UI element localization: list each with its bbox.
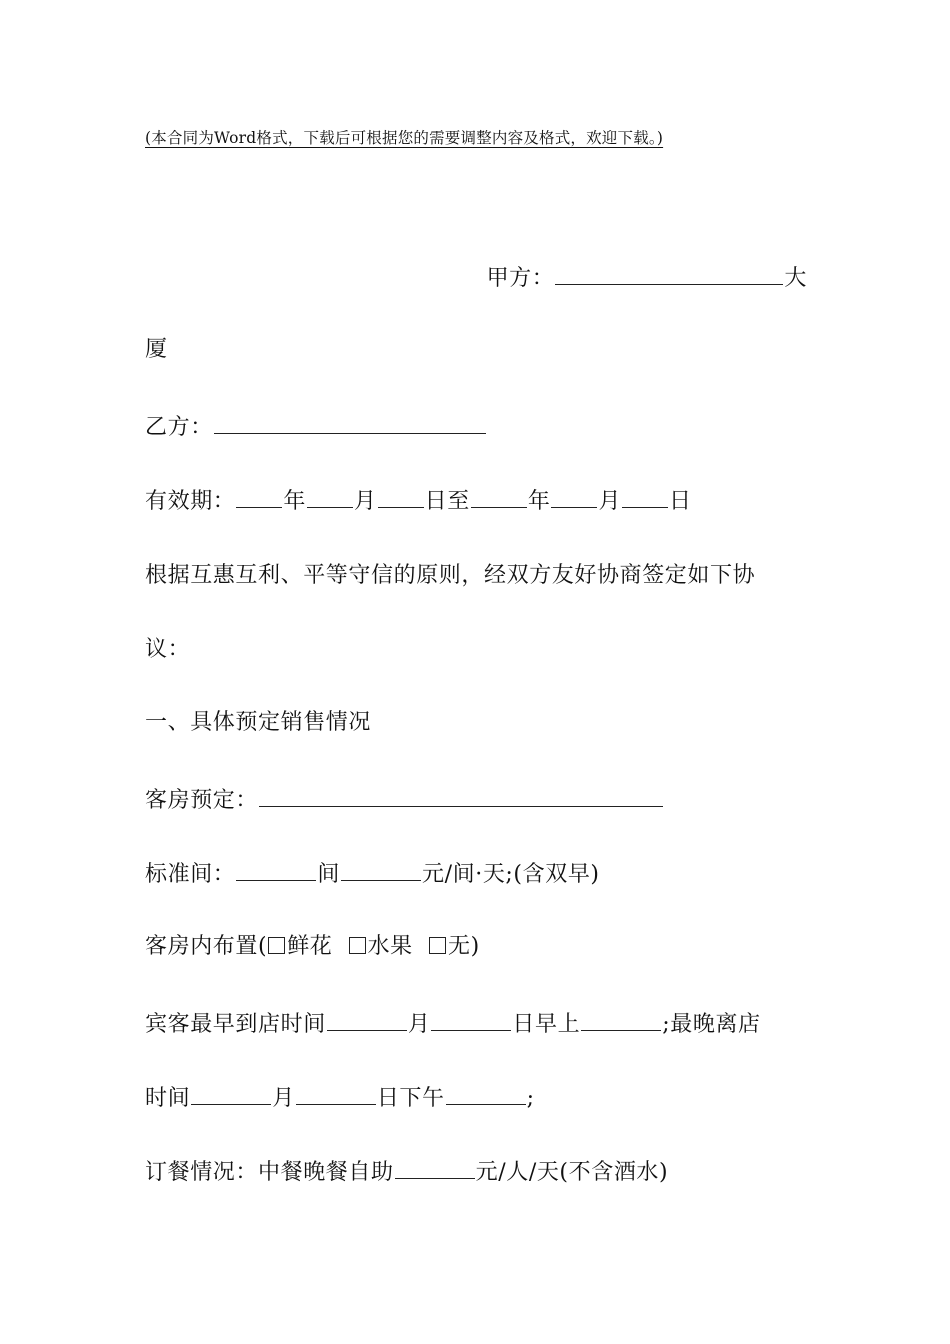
day-to-text: 日至 (424, 489, 470, 514)
meal-unit-text: 元/人/天(不含酒水) (475, 1160, 669, 1185)
departure-line (145, 1082, 535, 1114)
arrival-day-blank[interactable] (431, 1008, 511, 1031)
end-year-blank[interactable] (471, 485, 527, 508)
departure-month-blank[interactable] (191, 1082, 271, 1105)
day-text: 日 (669, 489, 692, 514)
meals-line (145, 1156, 668, 1188)
party-a-suffix: 大 (784, 266, 807, 291)
room-booking-blank[interactable] (259, 784, 663, 807)
party-a-continued: 厦 (145, 337, 168, 362)
room-booking-line (145, 784, 664, 816)
section-1-title: 一、具体预定销售情况 (145, 710, 372, 735)
validity-label: 有效期： (145, 489, 236, 514)
arrival-month-text: 月 (407, 1012, 431, 1037)
departure-day-text: 日下午 (376, 1086, 445, 1111)
party-b-label: 乙方： (145, 415, 213, 440)
fruit-checkbox[interactable] (349, 937, 366, 954)
end-day-blank[interactable] (622, 485, 668, 508)
room-price-blank[interactable] (341, 858, 421, 881)
fruit-label: 水果 (367, 934, 413, 959)
departure-label: 时间 (145, 1086, 191, 1111)
party-b-blank[interactable] (214, 411, 486, 434)
party-a-label: 甲方： (486, 266, 555, 291)
start-day-blank[interactable] (378, 485, 424, 508)
departure-month-text: 月 (272, 1086, 295, 1111)
month-text: 月 (354, 489, 377, 514)
arrival-day-text: 日早上 (512, 1012, 581, 1037)
arrival-time-blank[interactable] (581, 1008, 661, 1031)
latest-departure-text: ;最晚离店 (662, 1012, 761, 1037)
departure-day-blank[interactable] (296, 1082, 376, 1105)
arrival-month-blank[interactable] (327, 1008, 407, 1031)
standard-room-line (145, 858, 600, 890)
none-checkbox[interactable] (429, 937, 446, 954)
party-a-blank[interactable] (555, 262, 783, 285)
meal-price-blank[interactable] (395, 1156, 475, 1179)
departure-time-blank[interactable] (446, 1082, 526, 1105)
none-label: 无 (447, 934, 471, 959)
preamble-line-2: 议： (145, 637, 191, 662)
year-text: 年 (283, 489, 307, 514)
validity-line (145, 485, 692, 517)
end-month-blank[interactable] (551, 485, 597, 508)
price-unit-text: 元/间·天;(含双早) (422, 862, 600, 887)
room-layout-label: 客房内布置( (145, 934, 268, 959)
room-booking-label: 客房预定： (145, 788, 259, 813)
arrival-line (145, 1008, 761, 1040)
party-b-line (145, 411, 487, 443)
departure-end-text: ; (526, 1086, 535, 1111)
room-unit-text: 间 (317, 862, 341, 887)
arrival-label: 宾客最早到店时间 (145, 1012, 326, 1037)
party-a-line (487, 262, 807, 294)
format-note: (本合同为Word格式，下载后可根据您的需要调整内容及格式，欢迎下载。) (145, 129, 664, 147)
close-paren: ) (470, 934, 480, 959)
year-text: 年 (527, 489, 551, 514)
meals-label: 订餐情况：中餐晚餐自助 (145, 1160, 394, 1185)
room-layout-line (145, 932, 480, 962)
standard-room-label: 标准间： (145, 862, 236, 887)
room-count-blank[interactable] (236, 858, 316, 881)
start-month-blank[interactable] (307, 485, 353, 508)
flowers-checkbox[interactable] (268, 937, 285, 954)
month-text: 月 (598, 489, 622, 514)
flowers-label: 鲜花 (287, 934, 333, 959)
start-year-blank[interactable] (236, 485, 282, 508)
preamble-line-1: 根据互惠互利、平等守信的原则，经双方友好协商签定如下协 (145, 563, 756, 588)
